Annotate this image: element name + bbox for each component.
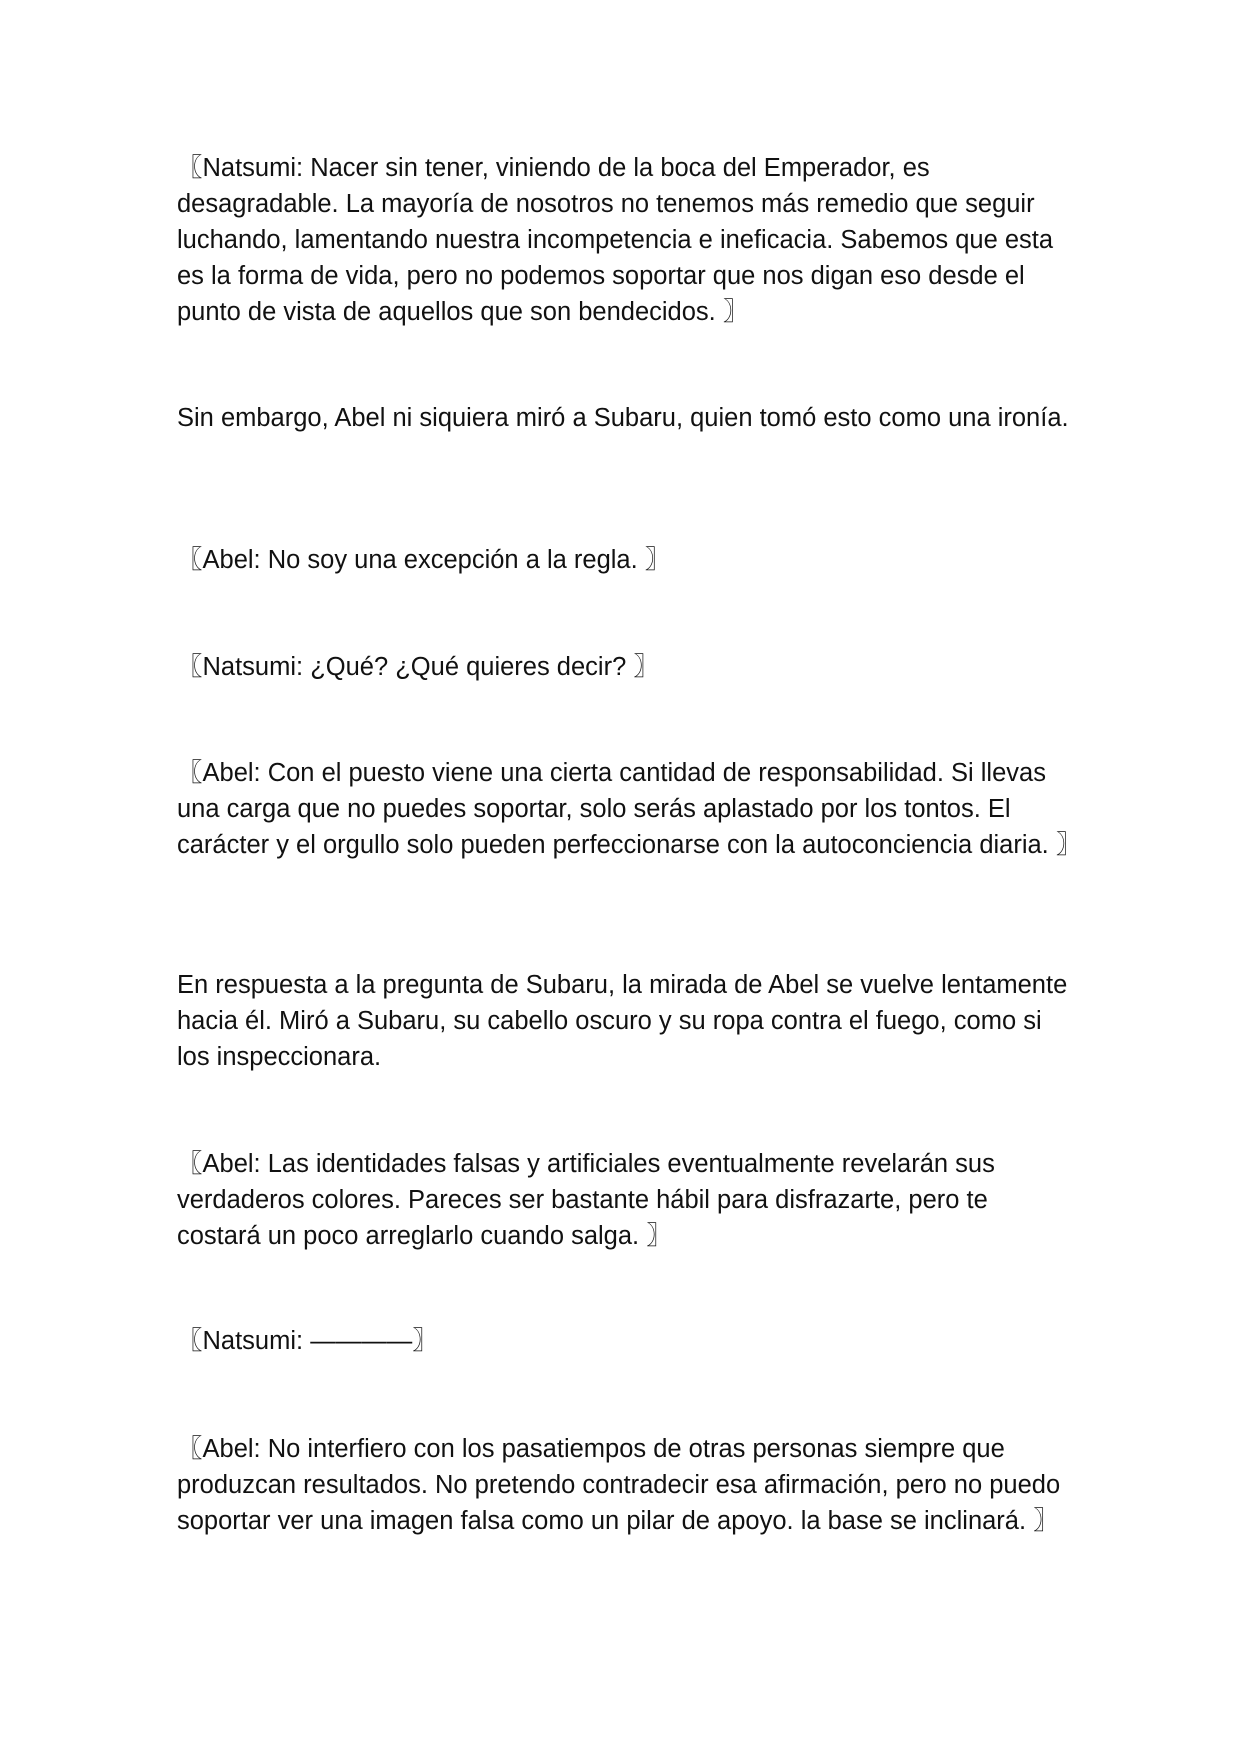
paragraph-text: En respuesta a la pregunta de Subaru, la mirada de Abel se vuelve lentamente hacia él. Miró a Subaru, su cabello oscuro y su ropa contra el fuego, como si los inspeccionara. xyxy=(177,971,1068,1071)
paragraph-narration-1 xyxy=(177,400,1077,436)
paragraph-natsumi-1 xyxy=(177,150,1077,330)
paragraph-text: 〖Abel: No soy una excepción a la regla. 〗 xyxy=(177,546,671,574)
paragraph-natsumi-2 xyxy=(177,649,1077,685)
paragraph-abel-2 xyxy=(177,755,1082,863)
paragraph-natsumi-3 xyxy=(177,1323,1077,1359)
paragraph-abel-1 xyxy=(177,542,1077,578)
paragraph-abel-3 xyxy=(177,1146,1077,1254)
paragraph-text: Sin embargo, Abel ni siquiera miró a Subaru, quien tomó esto como una ironía. xyxy=(177,404,1069,432)
paragraph-text: 〖Abel: No interfiero con los pasatiempos de otras personas siempre que produzcan resultados. No pretendo contradecir esa afirmación, pero no puedo soportar ver una imagen falsa como un pilar de apoyo. la base se inclinará. 〗 xyxy=(177,1435,1061,1535)
paragraph-abel-4 xyxy=(177,1431,1077,1539)
paragraph-text: 〖Natsumi: ————〗 xyxy=(177,1327,438,1355)
paragraph-text: 〖Abel: Con el puesto viene una cierta cantidad de responsabilidad. Si llevas una carga que no puedes soportar, solo serás aplastado por los tontos. El carácter y el orgullo solo pueden perfeccionarse con la autoconciencia diaria. 〗 xyxy=(177,759,1082,859)
paragraph-narration-2 xyxy=(177,967,1077,1075)
paragraph-text: 〖Abel: Las identidades falsas y artificiales eventualmente revelarán sus verdaderos colores. Pareces ser bastante hábil para disfrazarte, pero te costará un poco arreglarlo cuando salga. 〗 xyxy=(177,1150,995,1250)
paragraph-text: 〖Natsumi: ¿Qué? ¿Qué quieres decir? 〗 xyxy=(177,653,659,681)
paragraph-text: 〖Natsumi: Nacer sin tener, viniendo de la boca del Emperador, es desagradable. La mayoría de nosotros no tenemos más remedio que seguir luchando, lamentando nuestra incompetencia e ineficacia. Sabemos que esta es la forma de vida, pero no podemos soportar que nos digan eso desde el punto de vista de aquellos que son bendecidos. 〗 xyxy=(177,154,1054,326)
